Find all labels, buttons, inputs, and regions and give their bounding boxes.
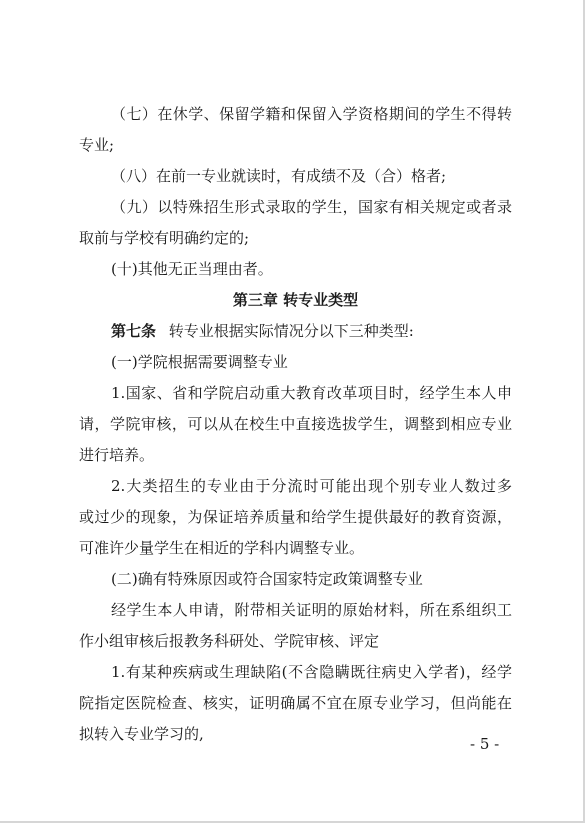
text-line: 请，学院审核，可以从在校生中直接选拔学生，调整到相应专业 [79, 415, 512, 433]
article-text: 转专业根据实际情况分以下三种类型: [168, 322, 414, 340]
text-line: (一)学院根据需要调整专业 [111, 353, 288, 371]
chapter-heading: 第三章 转专业类型 [232, 291, 359, 309]
text-line: 或过少的现象，为保证培养质量和给学生提供最好的教育资源， [79, 508, 512, 526]
text-line: 院指定医院检查、核实，证明确属不宜在原专业学习，但尚能在 [79, 694, 512, 712]
article-number: 第七条 [111, 322, 157, 340]
text-line: 进行培养。 [79, 446, 155, 464]
text-line: 经学生本人申请，附带相关证明的原始材料，所在系组织工 [111, 601, 512, 619]
article-line [111, 321, 414, 341]
page-number: - 5 - [470, 735, 500, 753]
text-line: （八）在前一专业就读时，有成绩不及（合）格者; [111, 167, 447, 185]
text-line: 专业; [79, 136, 115, 154]
text-line: (二)确有特殊原因或符合国家特定政策调整专业 [111, 570, 423, 588]
text-line: 2.大类招生的专业由于分流时可能出现个别专业人数过多 [111, 477, 512, 495]
text-line: (十)其他无正当理由者。 [111, 260, 273, 278]
text-line: （七）在休学、保留学籍和保留入学资格期间的学生不得转 [111, 105, 512, 123]
text-line: （九）以特殊招生形式录取的学生，国家有相关规定或者录 [111, 198, 512, 216]
text-line: 作小组审核后报教务科研处、学院审核、评定 [79, 632, 380, 650]
text-line: 取前与学校有明确约定的; [79, 229, 250, 247]
text-line: 拟转入专业学习的, [79, 725, 204, 743]
text-line: 1.国家、省和学院启动重大教育改革项目时，经学生本人申 [111, 384, 512, 402]
text-line: 1.有某种疾病或生理缺陷(不含隐瞒既往病史入学者)，经学 [111, 663, 512, 681]
text-line: 可准许少量学生在相近的学科内调整专业。 [79, 539, 365, 557]
